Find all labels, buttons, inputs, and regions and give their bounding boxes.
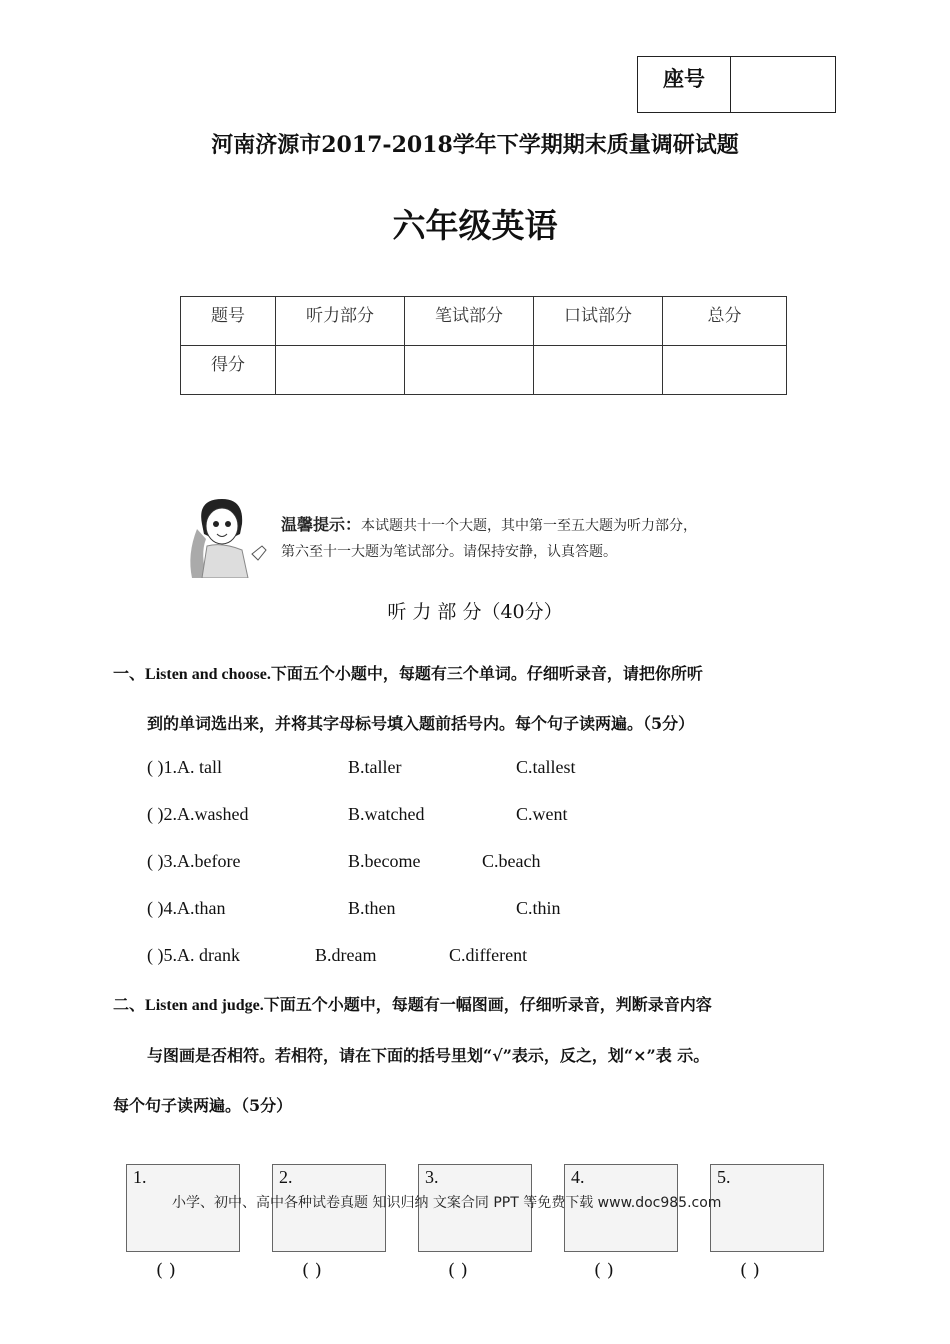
option-b: B.then (348, 898, 396, 918)
answer-paren[interactable]: ( ) (448, 1260, 468, 1281)
option-b: B.dream (315, 945, 377, 965)
score-header: 口试部分 (534, 297, 663, 346)
score-cell[interactable] (534, 346, 663, 395)
girl-illustration (182, 494, 272, 578)
q1-item-4: ( )4.A.than (147, 898, 226, 918)
section-title: 听 力 部 分（40分） (387, 601, 563, 623)
option-b: B.become (348, 851, 421, 871)
picture-number: 3. (425, 1167, 439, 1187)
score-cell[interactable] (663, 346, 787, 395)
q2-english: Listen and judge. (145, 997, 264, 1014)
answer-paren[interactable]: ( ) (302, 1260, 322, 1281)
q1-number: 一、 (113, 664, 146, 683)
score-header: 听力部分 (276, 297, 405, 346)
exam-title: 河南济源市2017-2018学年下学期期末质量调研试题 (211, 132, 739, 158)
q1-item-2: ( )2.A.washed (147, 804, 249, 824)
score-header: 题号 (181, 297, 276, 346)
q1-english: Listen and choose. (145, 666, 271, 683)
q1-heading (113, 661, 703, 684)
option-c: C.different (449, 945, 528, 965)
q2-heading (113, 992, 712, 1015)
option-c: C.tallest (516, 757, 576, 777)
option-c: C.went (516, 804, 568, 824)
score-table (180, 296, 787, 395)
picture-number: 2. (279, 1167, 293, 1187)
option-b: B.taller (348, 757, 402, 777)
answer-paren[interactable]: ( ) (594, 1260, 614, 1281)
score-header: 总分 (663, 297, 787, 346)
seat-number-box (637, 56, 836, 113)
score-row-label: 得分 (181, 346, 276, 395)
q2-instruction-2: 与图画是否相符。若相符，请在下面的括号里划“√”表示，反之，划“×”表 示。 (147, 1046, 710, 1065)
watermark: 小学、初中、高中各种试卷真题 知识归纳 文案合同 PPT 等免费下载 www.doc985.com (172, 1195, 722, 1211)
answer-paren[interactable]: ( ) (740, 1260, 760, 1281)
picture-dinosaur (710, 1164, 824, 1252)
tip-line-2: 第六至十一大题为笔试部分。请保持安静，认真答题。 (281, 544, 617, 560)
option-c: C.beach (482, 851, 541, 871)
q1-item-5: ( )5.A. drank (147, 945, 240, 965)
tip-label: 温馨提示： (281, 515, 362, 534)
option-b: B.watched (348, 804, 425, 824)
picture-number: 4. (571, 1167, 585, 1187)
q1-instruction-2: 到的单词选出来，并将其字母标号填入题前括号内。每个句子读两遍。（5分） (147, 714, 695, 733)
picture-number: 1. (133, 1167, 147, 1187)
score-header: 笔试部分 (405, 297, 534, 346)
score-cell[interactable] (276, 346, 405, 395)
option-c: C.thin (516, 898, 561, 918)
picture-number: 5. (717, 1167, 731, 1187)
exam-subtitle: 六年级英语 (392, 206, 558, 245)
q1-item-3: ( )3.A.before (147, 851, 241, 871)
seat-label: 座号 (638, 57, 731, 112)
q2-number: 二、 (113, 995, 146, 1014)
q1-instruction: 下面五个小题中，每题有三个单词。仔细听录音，请把你所听 (270, 664, 703, 683)
score-cell[interactable] (405, 346, 534, 395)
tip-line-1: 本试题共十一个大题，其中第一至五大题为听力部分， (361, 518, 698, 534)
q2-instruction: 下面五个小题中，每题有一幅图画，仔细听录音，判断录音内容 (263, 995, 712, 1014)
warm-tip (281, 512, 697, 565)
answer-paren[interactable]: ( ) (156, 1260, 176, 1281)
q2-instruction-3: 每个句子读两遍。（5分） (113, 1096, 293, 1115)
q1-item-1: ( )1.A. tall (147, 757, 222, 777)
